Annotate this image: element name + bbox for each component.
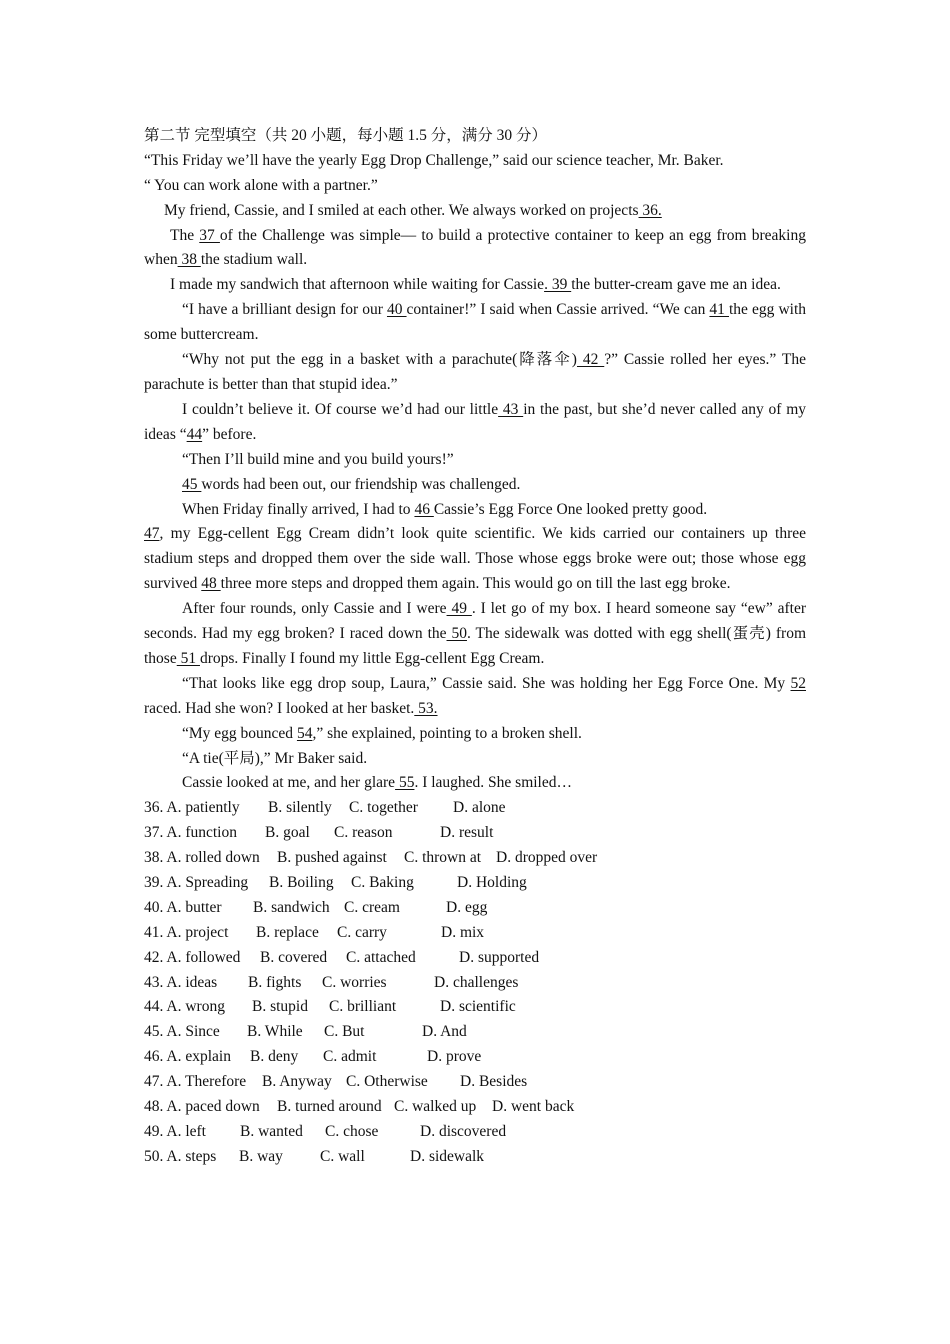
blank-51: 51 <box>176 649 200 667</box>
option-row <box>144 821 806 846</box>
option-c: C. brilliant <box>329 998 397 1016</box>
blank-45: 45 <box>182 475 202 493</box>
blank-50: 50 <box>446 625 467 643</box>
option-d: D. Besides <box>460 1073 528 1091</box>
option-number-a: 40. A. butter <box>144 898 222 916</box>
option-d: D. went back <box>492 1098 575 1115</box>
option-c: C. carry <box>337 923 387 941</box>
option-c: C. walked up <box>394 1098 477 1115</box>
paragraph-12: 47, my Egg-cellent Egg Cream didn’t look quite scientific. We kids carried our containers up three stadium steps and dropped them over the side wall. Those whose eggs broke were out; those whose egg survived 48 three more steps and dropped them again. This would go on till the last egg broke. <box>144 525 806 593</box>
blank-40: 40 <box>386 301 407 319</box>
section-heading: 第二节 完型填空（共 20 小题，每小题 1.5 分，满分 30 分） <box>144 127 548 144</box>
option-row <box>144 1045 806 1070</box>
blank-36: 36. <box>638 201 662 219</box>
paragraph-9: “Then I’ll build mine and you build yours!” <box>182 450 454 468</box>
blank-54: 54 <box>296 724 313 742</box>
option-row <box>144 946 806 971</box>
option-number-a: 50. A. steps <box>144 1147 217 1165</box>
blank-52: 52 <box>790 674 806 692</box>
blank-48: 48 <box>201 575 221 593</box>
paragraph-15: “My egg bounced 54,” she explained, pointing to a broken shell. <box>182 724 582 742</box>
option-d: D. sidewalk <box>410 1147 485 1165</box>
option-d: D. scientific <box>440 998 516 1016</box>
paragraph-16: “A tie(平局),” Mr Baker said. <box>182 749 368 767</box>
paragraph-2: “ You can work alone with a partner.” <box>144 176 378 194</box>
option-number-a: 43. A. ideas <box>144 973 218 991</box>
paragraph-1: “This Friday we’ll have the yearly Egg Drop Challenge,” said our science teacher, Mr. Baker. <box>144 151 724 169</box>
option-row <box>144 1070 806 1095</box>
option-c: C. Baking <box>351 873 414 891</box>
option-row <box>144 896 806 921</box>
blank-44: 44 <box>186 425 203 443</box>
blank-53: 53. <box>414 699 438 717</box>
option-number-a: 37. A. function <box>144 824 237 842</box>
option-row <box>144 796 806 821</box>
option-number-a: 47. A. Therefore <box>144 1073 247 1091</box>
option-d: D. mix <box>441 923 485 941</box>
paragraph-8: I couldn’t believe it. Of course we’d had our little 43 in the past, but she’d never called any of my ideas “44” before. <box>144 400 806 443</box>
paragraph-14: “That looks like egg drop soup, Laura,” Cassie said. She was holding her Egg Force One. My 52 raced. Had she won? I looked at her basket. 53. <box>144 674 806 717</box>
paragraph-10: 45 words had been out, our friendship was challenged. <box>182 475 521 493</box>
option-c: C. reason <box>334 824 393 842</box>
option-row <box>144 1095 806 1120</box>
paragraph-7: “Why not put the egg in a basket with a parachute(降落伞) 42 ?” Cassie rolled her eyes.” The parachute is better than that stupid idea.” <box>144 351 807 393</box>
option-c: C. Otherwise <box>346 1073 428 1091</box>
option-d: D. result <box>440 824 494 842</box>
option-b: B. Boiling <box>269 873 334 891</box>
paragraph-5: I made my sandwich that afternoon while waiting for Cassie. 39 the butter-cream gave me an idea. <box>170 276 781 294</box>
option-row <box>144 1020 806 1045</box>
option-row <box>144 1120 806 1145</box>
option-row <box>144 871 806 896</box>
option-c: C. admit <box>323 1048 377 1066</box>
option-b: B. fights <box>248 973 302 991</box>
option-b: B. covered <box>260 948 328 966</box>
document-page <box>144 124 806 1170</box>
option-d: D. alone <box>453 799 506 817</box>
option-c: C. together <box>349 799 418 817</box>
option-d: D. egg <box>446 898 488 916</box>
option-c: C. thrown at <box>404 849 482 867</box>
option-d: D. dropped over <box>496 849 598 867</box>
option-c: C. attached <box>346 948 416 966</box>
option-c: C. worries <box>322 973 387 991</box>
option-row <box>144 921 806 946</box>
option-b: B. deny <box>250 1048 299 1066</box>
option-number-a: 36. A. patiently <box>144 799 240 817</box>
option-number-a: 48. A. paced down <box>144 1098 260 1115</box>
option-number-a: 38. A. rolled down <box>144 849 260 867</box>
option-b: B. replace <box>256 923 319 941</box>
option-b: B. wanted <box>240 1122 303 1140</box>
blank-37: 37 <box>199 226 220 244</box>
option-number-a: 46. A. explain <box>144 1048 231 1066</box>
blank-55: 55 <box>395 774 415 792</box>
option-row <box>144 971 806 996</box>
answer-options-list <box>144 796 806 1169</box>
blank-41: 41 <box>709 301 729 319</box>
paragraph-13: After four rounds, only Cassie and I were 49 . I let go of my box. I heard someone say “ew” after seconds. Had my egg broken? I raced down the 50. The sidewalk was dotted with egg shell(蛋壳) from those 51 drops. Finally I found my little Egg-cellent Egg Cream. <box>144 600 807 667</box>
option-c: C. chose <box>325 1122 379 1140</box>
paragraph-6: “I have a brilliant design for our 40 container!” I said when Cassie arrived. “We can 41 the egg with some buttercream. <box>144 301 807 344</box>
option-b: B. turned around <box>277 1098 382 1115</box>
option-b: B. pushed against <box>277 849 387 867</box>
option-number-a: 39. A. Spreading <box>144 873 249 891</box>
option-d: D. Holding <box>457 873 527 891</box>
option-b: B. silently <box>268 799 332 817</box>
option-d: D. challenges <box>434 973 519 991</box>
option-number-a: 41. A. project <box>144 923 229 941</box>
option-number-a: 49. A. left <box>144 1122 206 1140</box>
blank-38: 38 <box>177 251 201 269</box>
option-number-a: 44. A. wrong <box>144 998 225 1016</box>
paragraph-17: Cassie looked at me, and her glare 55. I laughed. She smiled… <box>182 774 572 792</box>
option-d: D. discovered <box>420 1122 507 1140</box>
option-b: B. sandwich <box>253 898 330 916</box>
option-d: D. prove <box>427 1048 482 1066</box>
blank-43: 43 <box>498 400 524 418</box>
option-b: B. stupid <box>252 998 308 1016</box>
paragraph-4: The 37 of the Challenge was simple— to build a protective container to keep an egg from breaking when 38 the stadium wall. <box>144 226 806 269</box>
blank-46: 46 <box>414 500 434 518</box>
option-c: C. cream <box>344 898 400 916</box>
blank-42: 42 <box>576 351 605 369</box>
option-b: B. While <box>247 1023 303 1041</box>
option-row <box>144 846 806 871</box>
option-d: D. And <box>422 1023 467 1041</box>
option-number-a: 45. A. Since <box>144 1023 220 1041</box>
blank-39: . 39 <box>544 276 572 294</box>
blank-47: 47 <box>144 525 160 543</box>
option-b: B. goal <box>265 824 310 842</box>
option-b: B. way <box>239 1147 283 1165</box>
paragraph-11: When Friday finally arrived, I had to 46 Cassie’s Egg Force One looked pretty good. <box>182 500 708 518</box>
option-number-a: 42. A. followed <box>144 948 241 966</box>
option-b: B. Anyway <box>262 1073 332 1091</box>
blank-49: 49 <box>446 600 472 618</box>
option-c: C. But <box>324 1023 365 1041</box>
option-row <box>144 995 806 1020</box>
paragraph-3: My friend, Cassie, and I smiled at each other. We always worked on projects 36. <box>164 201 662 219</box>
option-row <box>144 1145 806 1170</box>
option-d: D. supported <box>459 948 540 966</box>
option-c: C. wall <box>320 1147 365 1165</box>
